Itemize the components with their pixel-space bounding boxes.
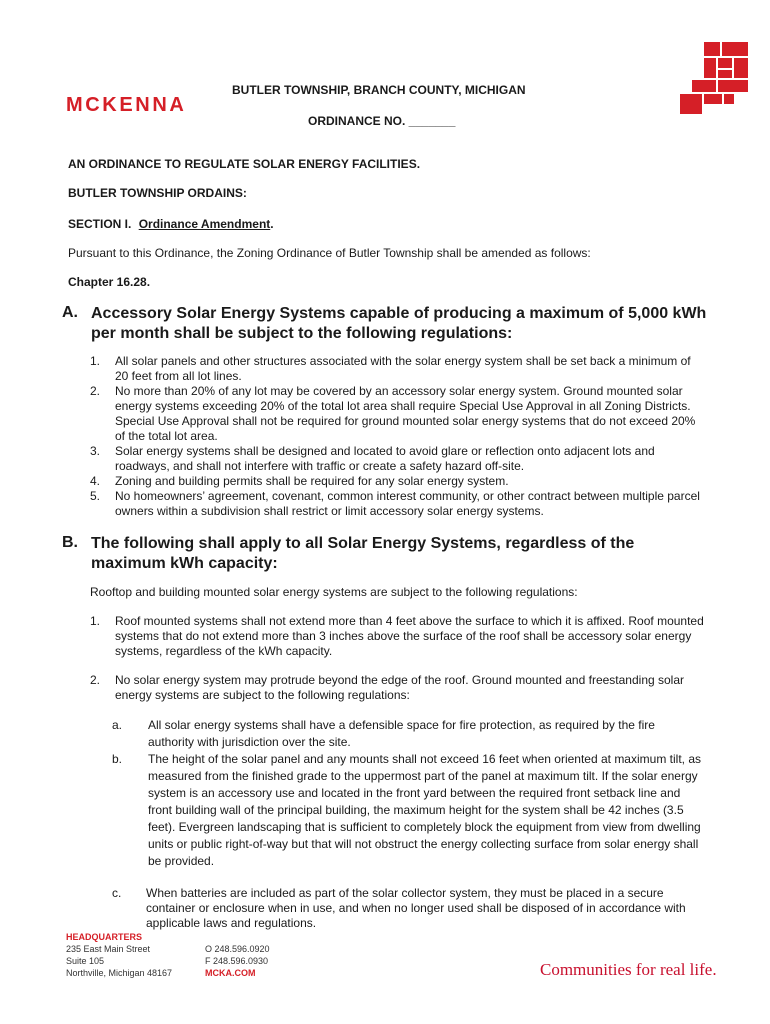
section-a-title: Accessory Solar Energy Systems capable of producing a maximum of 5,000 kWh per month shall be subject to the following regulations: [91, 305, 707, 342]
list-text: No homeowners’ agreement, covenant, common interest community, or other contract between multiple parcel owners within a subdivision shall restrict or limit accessory solar energy systems. [115, 489, 700, 518]
section-b-item-2 [90, 673, 705, 703]
phone-number: O 248.596.0920 [205, 944, 270, 954]
footer-address [66, 931, 172, 979]
headquarters-label: HEADQUARTERS [66, 932, 143, 942]
sub-list-letter: a. [112, 718, 123, 732]
section-prefix: SECTION I. [68, 217, 132, 231]
list-number: 4. [90, 474, 101, 488]
section-b-letter: B. [62, 534, 78, 551]
list-item [90, 444, 705, 474]
municipality-heading: BUTLER TOWNSHIP, BRANCH COUNTY, MICHIGAN [232, 83, 526, 97]
list-item [90, 384, 705, 444]
website-link[interactable]: MCKA.COM [205, 968, 256, 978]
sub-list-letter: c. [112, 886, 122, 900]
ordains-line: BUTLER TOWNSHIP ORDAINS: [68, 186, 247, 200]
pursuant-paragraph: Pursuant to this Ordinance, the Zoning Ordinance of Butler Township shall be amended as follows: [68, 246, 591, 260]
section-heading [68, 217, 274, 231]
list-item [90, 474, 705, 489]
sub-list-text: The height of the solar panel and any mounts shall not exceed 16 feet when oriented at maximum tilt, as measured from the finished grade to the uppermost part of the panel at maximum tilt. If the solar energy system is an accessory use and located in the front yard between the required front setback line and front building wall of the principal building, the maximum height for the system shall be 42 inches (3.5 feet). Evergreen landscaping that is sufficient to completely block the equipment from view from dwelling units or public right-of-way but that will not obstruct the energy collecting surface from solar energy shall be provided. [148, 752, 701, 868]
tagline: Communities for real life. [540, 960, 717, 979]
address-city: Northville, Michigan 48167 [66, 968, 173, 978]
list-item [90, 673, 705, 703]
sub-list-text: All solar energy systems shall have a defensible space for fire protection, as required by the fire authority with jurisdiction over the site. [148, 718, 655, 749]
list-number: 5. [90, 489, 101, 503]
address-suite: Suite 105 [66, 956, 105, 966]
section-b-sublist [90, 717, 702, 931]
address-street: 235 East Main Street [66, 944, 151, 954]
list-item [90, 354, 705, 384]
section-b-title: The following shall apply to all Solar Energy Systems, regardless of the maximum kWh capacity: [91, 535, 635, 572]
ordinance-number: ORDINANCE NO. _______ [308, 114, 456, 128]
section-title: Ordinance Amendment [138, 217, 271, 231]
sub-list-text: When batteries are included as part of the solar collector system, they must be placed in a secure container or enclosure when in use, and when no longer used shall be disposed of in accordance with applicable laws and regulations. [146, 886, 686, 930]
list-number: 3. [90, 444, 101, 458]
list-text: Roof mounted systems shall not extend more than 4 feet above the surface to which it is affixed. Roof mounted systems that do not extend more than 3 inches above the surface of the roof shall be accessory solar energy systems, regardless of the kWh capacity. [115, 614, 704, 658]
list-number: 1. [90, 354, 101, 368]
mckenna-emblem-icon [678, 40, 752, 116]
list-text: No solar energy system may protrude beyond the edge of the roof. Ground mounted and freestanding solar energy systems are subject to the following regulations: [115, 673, 685, 702]
section-b-item-1 [90, 614, 705, 659]
sub-list-item [90, 886, 702, 931]
sub-list-item [90, 751, 702, 870]
list-text: All solar panels and other structures associated with the solar energy system shall be set back a minimum of 20 feet from all lot lines. [115, 354, 691, 383]
list-number: 2. [90, 673, 101, 687]
mckenna-logo: MCKENNA [66, 94, 187, 116]
list-item [90, 489, 705, 519]
list-text: No more than 20% of any lot may be covered by an accessory solar energy system. Ground mounted solar energy systems exceeding 20% of the total lot area shall require Special Use Approval in all Zoning Districts. Special Use Approval shall not be required for ground mounted solar energy systems that do not exceed 20% of the total lot area. [115, 384, 696, 443]
list-number: 1. [90, 614, 101, 628]
ordinance-title: AN ORDINANCE TO REGULATE SOLAR ENERGY FACILITIES. [68, 157, 421, 171]
list-text: Solar energy systems shall be designed and located to avoid glare or reflection onto adjacent lots and roadways, and shall not interfere with traffic or create a safety hazard off-site. [115, 444, 655, 473]
footer-contact [205, 943, 270, 979]
list-item [90, 614, 705, 659]
list-number: 2. [90, 384, 101, 398]
list-text: Zoning and building permits shall be required for any solar energy system. [115, 474, 509, 488]
sub-list-letter: b. [112, 752, 123, 766]
section-period: . [270, 217, 274, 231]
chapter-heading: Chapter 16.28. [68, 275, 151, 289]
fax-number: F 248.596.0930 [205, 956, 269, 966]
section-a-list [90, 354, 705, 519]
section-a-letter: A. [62, 304, 78, 321]
section-b-intro: Rooftop and building mounted solar energy systems are subject to the following regulations: [90, 585, 578, 599]
sub-list-item [90, 717, 702, 751]
